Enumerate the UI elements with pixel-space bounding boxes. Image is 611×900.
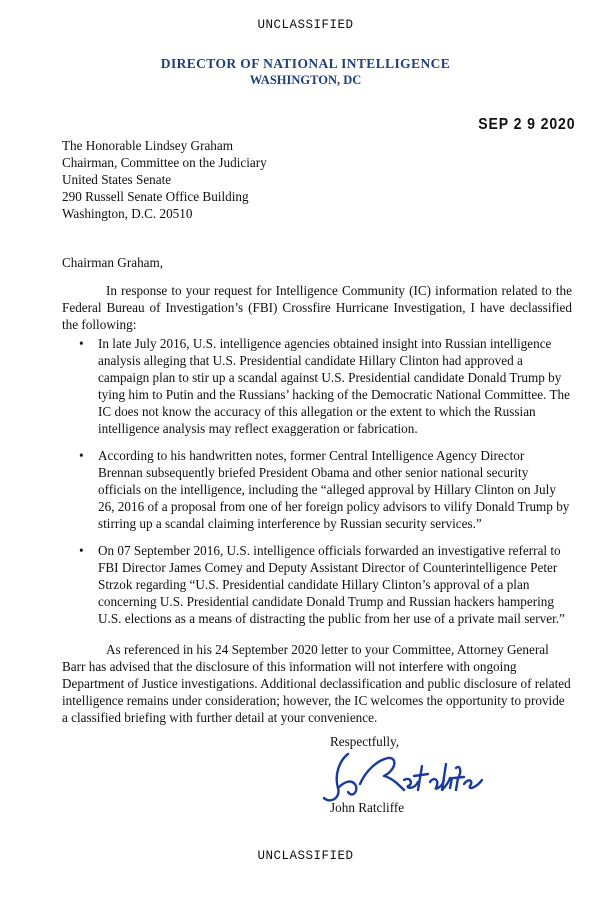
letterhead-location: WASHINGTON, DC <box>249 73 362 87</box>
list-item-text: In late July 2016, U.S. intelligence agencies obtained insight into Russian intelligence analysis alleging that U.S. Presidential candidate Hillary Clinton had approved a campaign plan to stir up a scandal against U.S. Presidential candidate Donald Trump by tying him to Putin and the Russians’ hacking of the Democratic National Committee. The IC does not know the accuracy of this allegation or the extent to which the Russian intelligence analysis may reflect exaggeration or fabrication. <box>98 336 570 436</box>
letterhead-organization: DIRECTOR OF NATIONAL INTELLIGENCE <box>160 56 451 71</box>
address-line: Chairman, Committee on the Judiciary <box>62 155 267 170</box>
classification-marking-top: UNCLASSIFIED <box>257 18 354 32</box>
address-line: 290 Russell Senate Office Building <box>62 189 249 204</box>
address-line: The Honorable Lindsey Graham <box>62 138 234 153</box>
classification-marking-bottom: UNCLASSIFIED <box>257 849 354 863</box>
handwritten-signature <box>318 748 488 808</box>
declassified-findings-list <box>62 335 572 637</box>
salutation: Chairman Graham, <box>62 255 164 270</box>
closing-paragraph: As referenced in his 24 September 2020 letter to your Committee, Attorney General Barr has advised that the disclosure of this information will not interfere with ongoing Department of Justice investigations. Additional declassification and public disclosure of related intelligence remains under consideration; however, the IC welcomes the opportunity to provide a classified briefing with further detail at your convenience. <box>62 642 571 725</box>
list-item <box>62 335 572 437</box>
bullet-icon: • <box>79 543 84 558</box>
intro-paragraph: In response to your request for Intelligence Community (IC) information related to the Federal Bureau of Investigation’s (FBI) Crossfire Hurricane Investigation, I have declassified the following: <box>62 283 572 332</box>
list-item <box>62 542 572 627</box>
recipient-address <box>62 137 562 222</box>
date-stamp: SEP 2 9 2020 <box>477 116 575 133</box>
bullet-icon: • <box>79 448 84 463</box>
address-line: Washington, D.C. 20510 <box>62 206 193 221</box>
bullet-icon: • <box>79 336 84 351</box>
list-item-text: According to his handwritten notes, former Central Intelligence Agency Director Brennan subsequently briefed President Obama and other senior national security officials on the intelligence, including the “alleged approval by Hillary Clinton on July 26, 2016 of a proposal from one of her foreign policy advisors to vilify Donald Trump by stirring up a scandal claiming interference by Russian security services.” <box>98 448 570 531</box>
list-item-text: On 07 September 2016, U.S. intelligence officials forwarded an investigative referral to FBI Director James Comey and Deputy Assistant Director of Counterintelligence Peter Strzok regarding “U.S. Presidential candidate Hillary Clinton’s approval of a plan concerning U.S. Presidential candidate Donald Trump and Russian hackers hampering U.S. elections as a means of distracting the public from her use of a private mail server.” <box>98 543 565 626</box>
list-item <box>62 447 572 532</box>
signer-name: John Ratcliffe <box>330 800 405 815</box>
sign-off: Respectfully, <box>330 734 400 749</box>
address-line: United States Senate <box>62 172 172 187</box>
